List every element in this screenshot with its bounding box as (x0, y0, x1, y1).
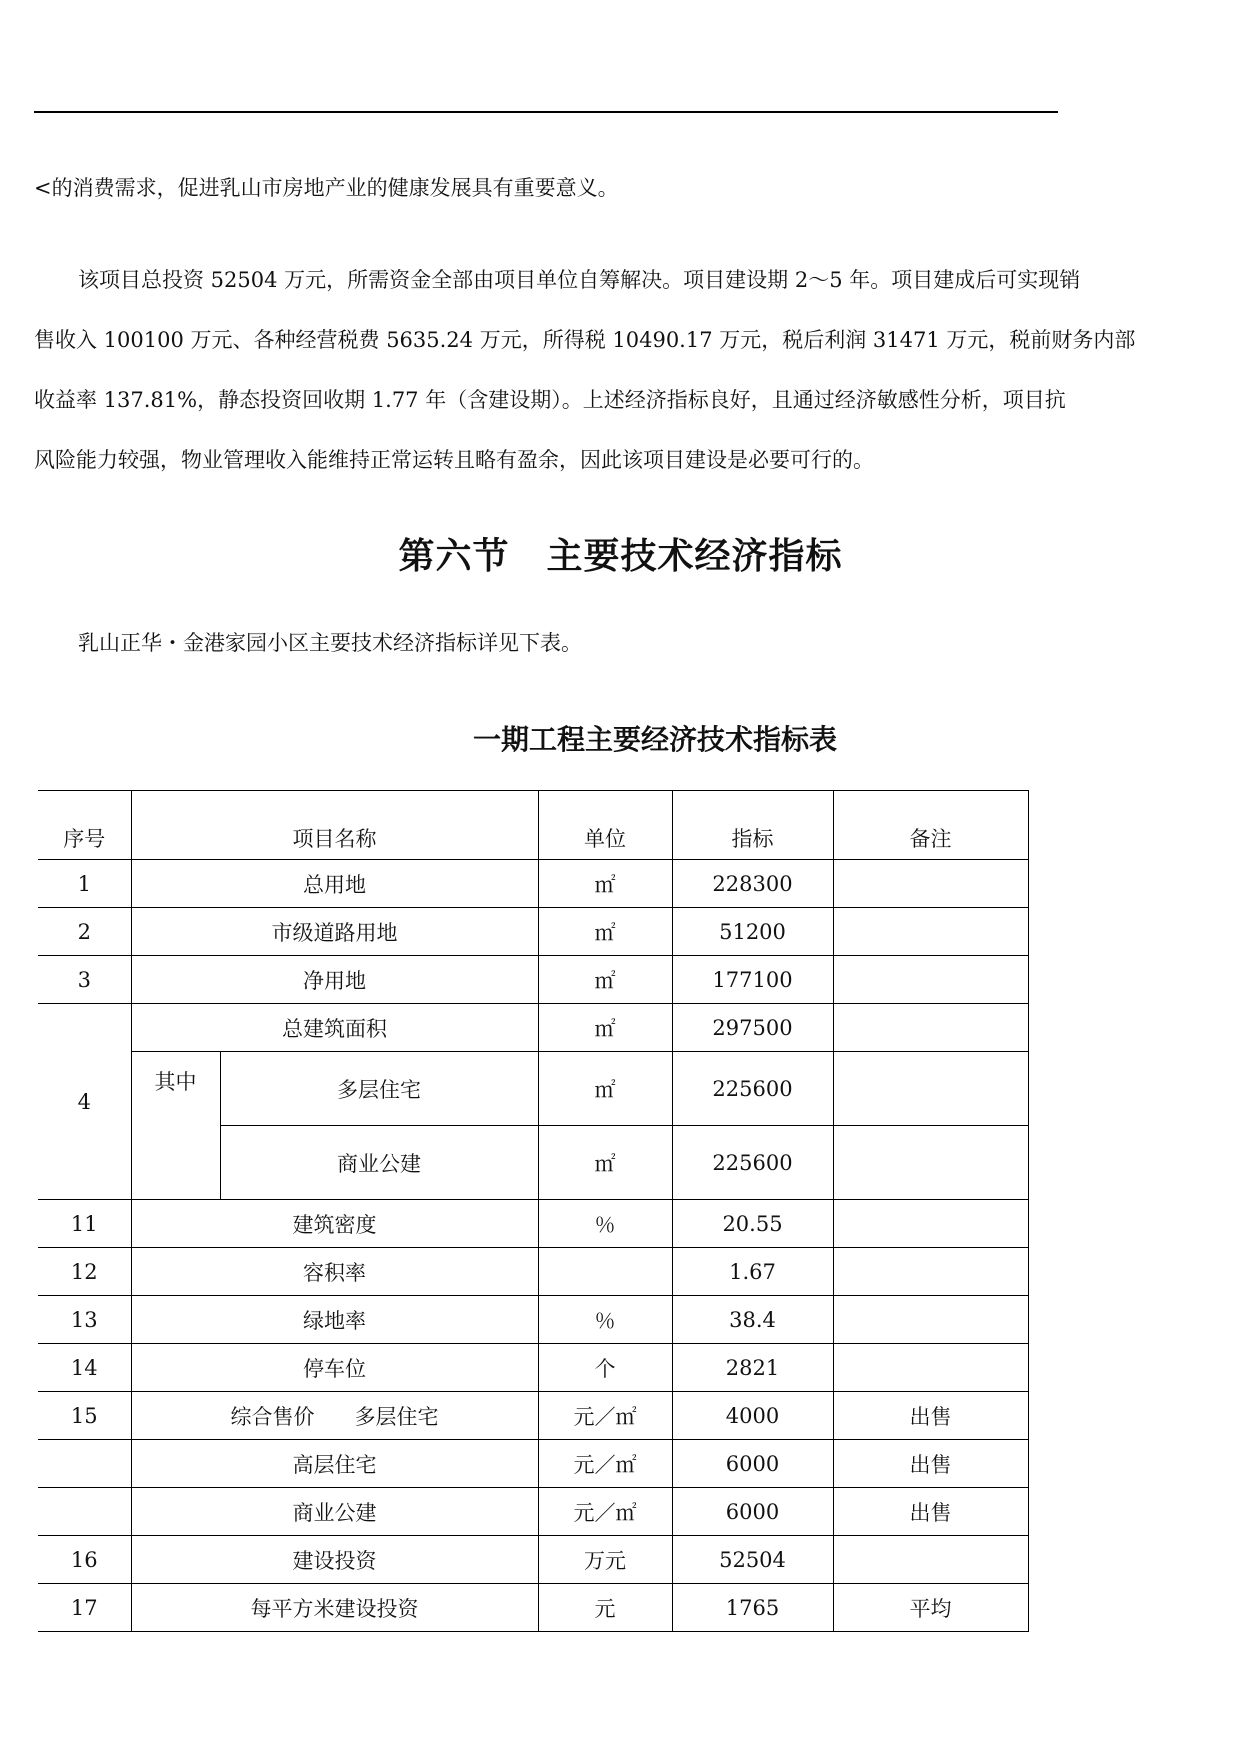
unit: ㎡ (538, 860, 672, 908)
table-row (38, 1584, 1028, 1632)
table-row (38, 1440, 1028, 1488)
value: 1765 (672, 1584, 833, 1632)
price-group-label: 综合售价 (230, 1404, 315, 1429)
row-number: 14 (38, 1344, 131, 1392)
remark: 平均 (833, 1584, 1028, 1632)
row-number (38, 1440, 131, 1488)
remark (833, 956, 1028, 1004)
value: 38.4 (672, 1296, 833, 1344)
item-name: 总建筑面积 (131, 1004, 538, 1052)
remark: 出售 (833, 1440, 1028, 1488)
table-row (38, 1536, 1028, 1584)
remark (833, 1296, 1028, 1344)
row-number: 13 (38, 1296, 131, 1344)
header-cell: 项目名称 (131, 791, 538, 860)
item-name: 高层住宅 (131, 1440, 538, 1488)
value: 297500 (672, 1004, 833, 1052)
row-number: 16 (38, 1536, 131, 1584)
value: 20.55 (672, 1200, 833, 1248)
header-cell: 序号 (38, 791, 131, 860)
header-cell: 备注 (833, 791, 1028, 860)
table-row (38, 1488, 1028, 1536)
header-cell: 单位 (538, 791, 672, 860)
remark (833, 1536, 1028, 1584)
remark (833, 1052, 1028, 1126)
row-number: 1 (38, 860, 131, 908)
value: 1.67 (672, 1248, 833, 1296)
item-name: 建筑密度 (131, 1200, 538, 1248)
table-header-row (38, 791, 1028, 860)
value: 2821 (672, 1344, 833, 1392)
row-number: 2 (38, 908, 131, 956)
value: 6000 (672, 1440, 833, 1488)
item-name: 净用地 (131, 956, 538, 1004)
table-row (38, 1296, 1028, 1344)
table-row (38, 1344, 1028, 1392)
unit: 元 (538, 1584, 672, 1632)
row-number: 11 (38, 1200, 131, 1248)
value: 6000 (672, 1488, 833, 1536)
unit: 个 (538, 1344, 672, 1392)
row-number: 12 (38, 1248, 131, 1296)
remark (833, 1344, 1028, 1392)
paragraph-line: 风险能力较强，物业管理收入能维持正常运转且略有盈余，因此该项目建设是必要可行的。 (34, 448, 874, 472)
remark (833, 1004, 1028, 1052)
table-row (38, 1052, 1028, 1126)
item-name (131, 1392, 538, 1440)
remark (833, 1126, 1028, 1200)
value: 52504 (672, 1536, 833, 1584)
table-row (38, 1004, 1028, 1052)
table-row (38, 1392, 1028, 1440)
remark (833, 1248, 1028, 1296)
header-rule (34, 111, 1058, 113)
table-row (38, 860, 1028, 908)
item-name: 每平方米建设投资 (131, 1584, 538, 1632)
item-name: 商业公建 (220, 1126, 538, 1200)
table-row (38, 1200, 1028, 1248)
value: 177100 (672, 956, 833, 1004)
item-name: 总用地 (131, 860, 538, 908)
table-row (38, 956, 1028, 1004)
value: 225600 (672, 1126, 833, 1200)
value: 51200 (672, 908, 833, 956)
unit: 元／㎡ (538, 1392, 672, 1440)
unit: ㎡ (538, 1052, 672, 1126)
unit: 元／㎡ (538, 1488, 672, 1536)
section-title: 第六节 主要技术经济指标 (398, 535, 843, 577)
unit: ㎡ (538, 1004, 672, 1052)
unit: 万元 (538, 1536, 672, 1584)
unit (538, 1248, 672, 1296)
value: 228300 (672, 860, 833, 908)
unit: ㎡ (538, 1126, 672, 1200)
unit: ㎡ (538, 908, 672, 956)
unit: 元／㎡ (538, 1440, 672, 1488)
table-title: 一期工程主要经济技术指标表 (472, 723, 837, 756)
group-label-cell (131, 1052, 220, 1200)
row-number: 17 (38, 1584, 131, 1632)
remark (833, 1200, 1028, 1248)
item-name: 商业公建 (131, 1488, 538, 1536)
remark: 出售 (833, 1488, 1028, 1536)
unit: ㎡ (538, 956, 672, 1004)
item-name: 停车位 (131, 1344, 538, 1392)
remark (833, 860, 1028, 908)
row-number: 15 (38, 1392, 131, 1440)
price-subitem: 多层住宅 (354, 1404, 439, 1429)
metrics-table (38, 790, 1029, 1632)
table-row (38, 908, 1028, 956)
item-name: 绿地率 (131, 1296, 538, 1344)
value: 4000 (672, 1392, 833, 1440)
table-row (38, 1248, 1028, 1296)
item-name: 市级道路用地 (131, 908, 538, 956)
header-cell: 指标 (672, 791, 833, 860)
unit: ％ (538, 1200, 672, 1248)
paragraph-line: <的消费需求，促进乳山市房地产业的健康发展具有重要意义。 (34, 176, 619, 200)
row-number: 4 (38, 1004, 131, 1200)
paragraph-line: 该项目总投资 52504 万元，所需资金全部由项目单位自筹解决。项目建设期 2～5 年。项目建成后可实现销 (78, 268, 1081, 292)
item-name: 容积率 (131, 1248, 538, 1296)
paragraph-line: 收益率 137.81%，静态投资回收期 1.77 年（含建设期）。上述经济指标良好，且通过经济敏感性分析，项目抗 (34, 388, 1066, 412)
item-name: 建设投资 (131, 1536, 538, 1584)
paragraph-line: 售收入 100100 万元、各种经营税费 5635.24 万元，所得税 10490.17 万元，税后利润 31471 万元，税前财务内部 (34, 328, 1136, 352)
remark: 出售 (833, 1392, 1028, 1440)
item-name: 多层住宅 (220, 1052, 538, 1126)
row-number: 3 (38, 956, 131, 1004)
row-number (38, 1488, 131, 1536)
intro-text: 乳山正华・金港家园小区主要技术经济指标详见下表。 (78, 631, 582, 655)
group-label: 其中 (154, 1070, 197, 1094)
remark (833, 908, 1028, 956)
value: 225600 (672, 1052, 833, 1126)
unit: ％ (538, 1296, 672, 1344)
